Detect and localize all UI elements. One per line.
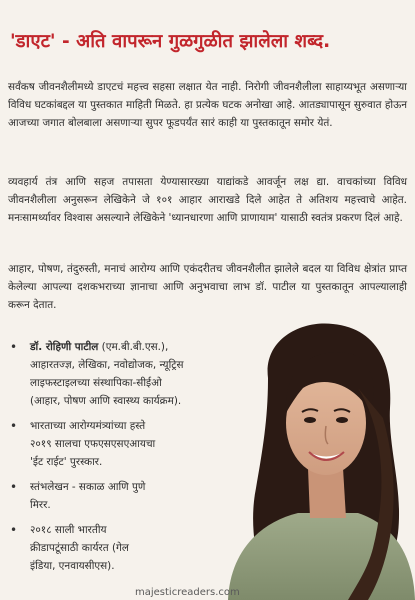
intro-paragraph: सर्वंकष जीवनशैलीमध्ये डाएटचं महत्त्व सहसा लक्षात येत नाही. निरोगी जीवनशैलीला साहाय्यभूत असणाऱ्या विविध घटकांबद्दल या पुस्तकात माहिती मिळते. हा प्रत्येक घटक अनोखा आहे. आतड्यापासून सुरुवात होऊन आजच्या जगात बोलबाला असणाऱ्या सुपर फूडपर्यंत सारं काही या पुस्तकातून समोर येतं. — [8, 81, 407, 129]
bullet-icon: • — [10, 480, 18, 494]
bullet-icon: • — [10, 523, 18, 537]
author-credentials-list — [8, 338, 263, 582]
page-title: 'डाएट' - अति वापरून गुळगुळीत झालेला शब्द. — [10, 31, 331, 52]
list-item: • भारताच्या आरोग्यमंत्र्यांच्या हस्ते २०१९ सालचा एफएसएसएआयचा 'ईट राईट' पुरस्कार. — [10, 419, 156, 468]
list-item: • डॉ. रोहिणी पाटील (एम.बी.बी.एस.), आहारतज्ज्ञ, लेखिका, नवोद्योजक, न्यूट्रिस लाइफस्टाइलच्या संस्थापिका-सीईओ (आहार, पोषण आणि स्वास्थ्य कार्यक्रम). — [10, 340, 184, 407]
list-item: • २०१८ साली भारतीय क्रीडापटूंसाठी कार्यरत (गेल इंडिया, एनवायसीएस). — [10, 523, 129, 572]
website-watermark: majesticreaders.com — [135, 587, 240, 598]
features-paragraph: व्यवहार्य तंत्र आणि सहज तपासता येण्यासारख्या याद्यांकडे आवर्जून लक्ष द्या. वाचकांच्या विविध जीवनशैलीला अनुसरून लेखिकेने जे १०१ आहार आराखडे दिले आहेत ते अतिशय महत्त्वाचे आहेत. मनःसामर्थ्यावर विश्वास असल्याने लेखिकेने 'ध्यानधारणा आणि प्राणायाम' यासाठी स्वतंत्र प्रकरण दिलं आहे. — [8, 176, 407, 224]
author-name: डॉ. रोहिणी पाटील — [30, 341, 99, 353]
author-benefit-paragraph: आहार, पोषण, तंदुरुस्ती, मनाचं आरोग्य आणि एकंदरीतच जीवनशैलीत झालेले बदल या विविध क्षेत्रांत प्राप्त केलेल्या आपल्या दशकभराच्या ज्ञानाचा आणि अनुभवाचा लाभ डॉ. पाटील या पुस्तकातून आपल्यालाही करून देतात. — [8, 263, 407, 311]
bullet-icon: • — [10, 419, 18, 433]
list-item: • स्तंभलेखन - सकाळ आणि पुणे मिरर. — [10, 480, 146, 511]
bullet-icon: • — [10, 340, 18, 354]
